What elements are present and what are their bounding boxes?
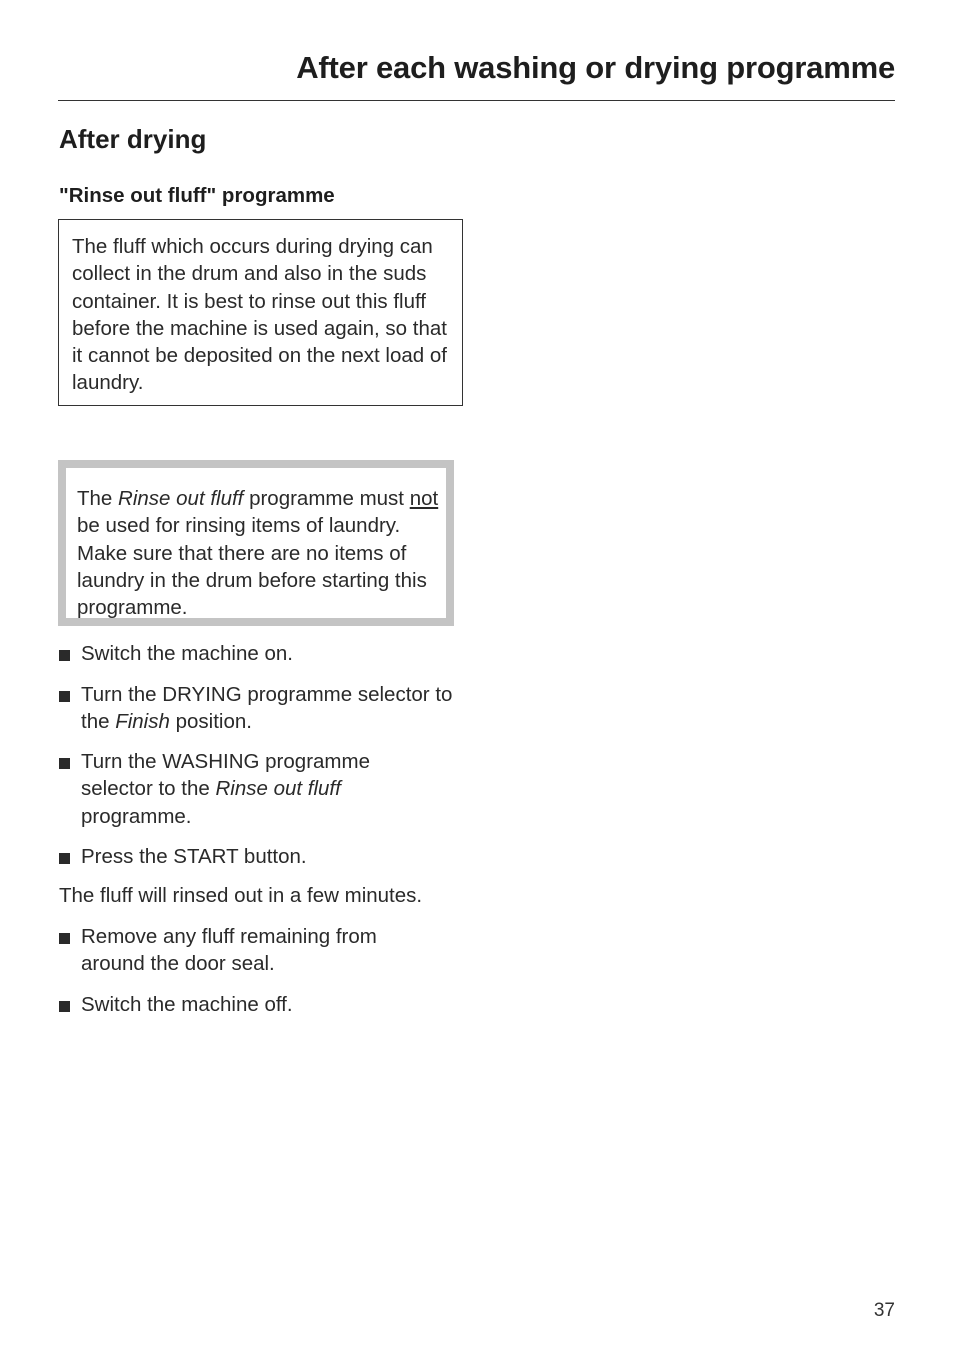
bullet-square-icon [59, 691, 70, 702]
warning-text [77, 485, 449, 621]
step-item [59, 681, 479, 736]
step-item [59, 923, 479, 978]
info-text: The fluff which occurs during drying can collect in the drum and also in the suds container. It is best to rinse out this fluff before the machine is used again, so that it cannot be deposited on the next load of laundry. [72, 235, 447, 395]
title-divider [58, 100, 895, 101]
emphasis-not: not [409, 487, 439, 510]
bullet-square-icon [59, 853, 70, 864]
step-text [81, 748, 401, 830]
programme-name: Rinse out fluff [118, 487, 244, 510]
step-item [59, 640, 479, 667]
step-text: Switch the machine off. [81, 993, 293, 1016]
step-text: Switch the machine on. [81, 642, 293, 665]
warning-box [58, 460, 454, 626]
step-text: Remove any fluff remaining from around the door seal. [81, 925, 377, 976]
warning-text-part: programme must [243, 487, 410, 510]
step-text [81, 681, 479, 736]
programme-heading: "Rinse out fluff" programme [59, 184, 335, 207]
step-item [59, 748, 479, 830]
bullet-square-icon [59, 758, 70, 769]
result-note: The fluff will rinsed out in a few minutes. [59, 884, 423, 907]
step-text-part: Turn the DRYING programme selector to the [81, 683, 453, 734]
step-text-part: programme. [81, 804, 192, 828]
step-item [59, 843, 479, 870]
step-text-part: Turn the WASHING programme selector to the [81, 750, 370, 801]
bullet-square-icon [59, 933, 70, 944]
position-name: Finish [115, 710, 170, 734]
info-box [58, 219, 463, 406]
section-heading: After drying [59, 124, 207, 154]
step-text-part: position. [169, 710, 252, 734]
bullet-square-icon [59, 1001, 70, 1012]
programme-name: Rinse out fluff [215, 777, 341, 801]
bullet-square-icon [59, 650, 70, 661]
warning-text-part: The [77, 487, 119, 510]
step-item [59, 991, 479, 1018]
warning-text-part: be used for rinsing items of laundry. Make sure that there are no items of laundry in the drum before starting this programme. [77, 514, 427, 620]
page-number: 37 [873, 1300, 895, 1321]
step-text: Press the START button. [81, 845, 307, 868]
page-title: After each washing or drying programme [296, 50, 895, 85]
